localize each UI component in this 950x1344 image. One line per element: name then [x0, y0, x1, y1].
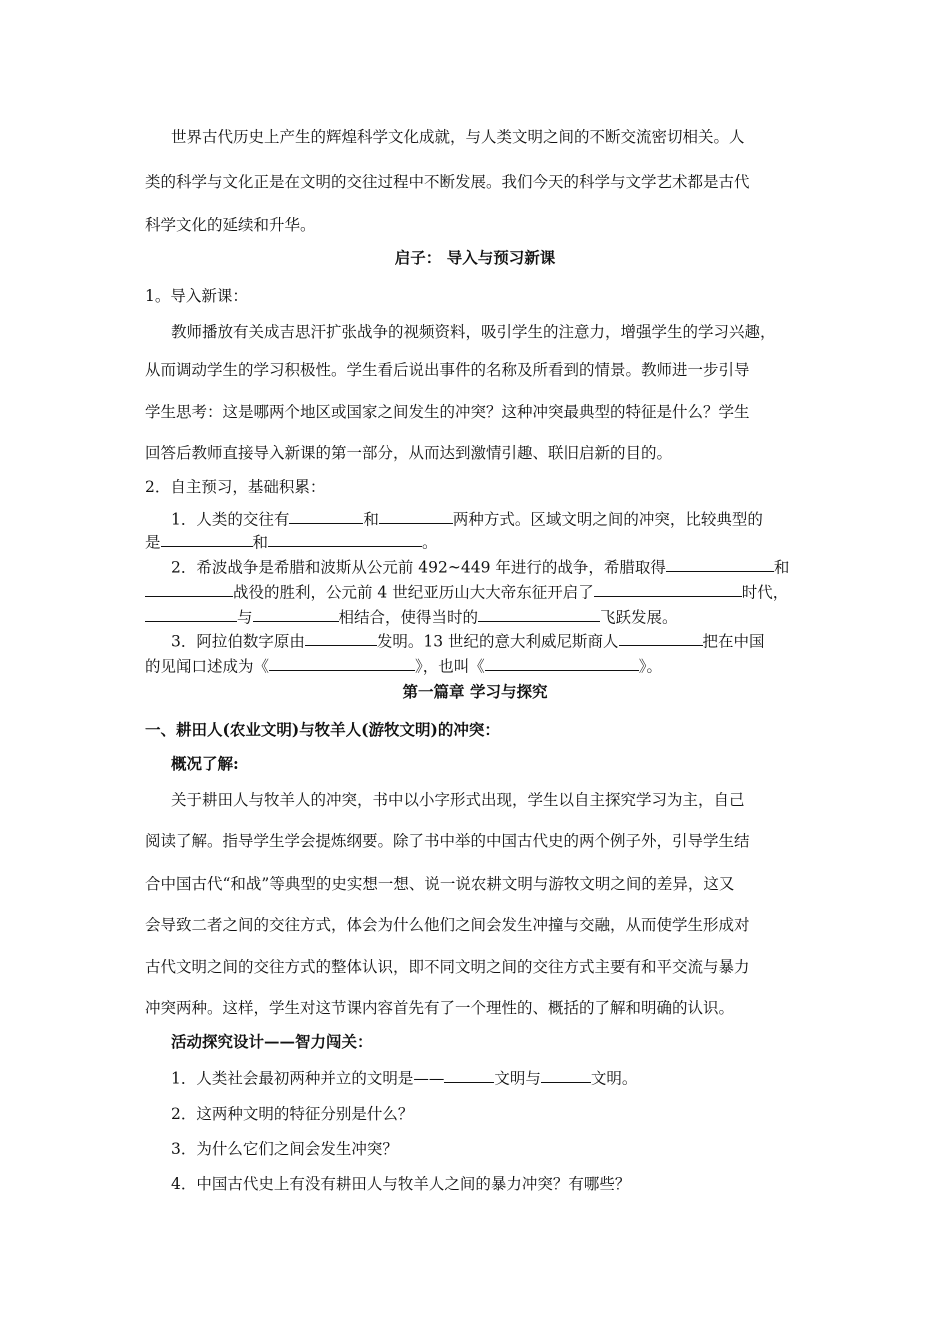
yuxi-q1-text-a: 1．人类的交往有: [171, 510, 290, 529]
section-title-qizi: 启子： 导入与预习新课: [394, 248, 556, 267]
blank[interactable]: [444, 1066, 494, 1083]
daoru-line-2: 从而调动学生的学习积极性。学生看后说出事件的名称及所看到的情景。教师进一步引导: [145, 361, 750, 379]
yuxi-q2-line-2: [145, 580, 788, 602]
yuxi-q2-text-g: 飞跃发展。: [600, 608, 678, 627]
blank[interactable]: [269, 654, 415, 671]
activity-q1-text-a: 1．人类社会最初两种并立的文明是——: [171, 1069, 445, 1088]
activity-q4: 4．中国古代史上有没有耕田人与牧羊人之间的暴力冲突？有哪些？: [171, 1175, 631, 1193]
activity-q1: [171, 1066, 637, 1088]
blank[interactable]: [541, 1066, 591, 1083]
yuxi-q2-line-1: [171, 555, 789, 577]
blank[interactable]: [268, 530, 422, 547]
overview-line-3: 合中国古代“和战”等典型的史实想一想、说一说农耕文明与游牧文明之间的差异，这又: [145, 875, 735, 893]
blank[interactable]: [145, 605, 237, 622]
activity-q1-text-b: 文明与: [494, 1069, 541, 1088]
part1-heading: 一、耕田人(农业文明)与牧羊人(游牧文明)的冲突：: [145, 720, 500, 739]
yuxi-q3-line-1: [171, 629, 765, 651]
chapter-title: 第一篇章 学习与探究: [402, 682, 548, 701]
yuxi-q1-line-1: [171, 507, 763, 529]
blank[interactable]: [619, 629, 703, 646]
blank[interactable]: [305, 629, 377, 646]
yuxi-label: 2．自主预习，基础积累：: [145, 478, 326, 496]
blank[interactable]: [289, 507, 363, 524]
yuxi-q1-line-2: [145, 530, 438, 552]
yuxi-q2-text-b: 和: [773, 558, 790, 577]
overview-label: 概况了解:: [171, 754, 239, 773]
daoru-line-1: 教师播放有关成吉思汗扩张战争的视频资料，吸引学生的注意力，增强学生的学习兴趣，: [171, 323, 776, 341]
yuxi-q2-line-3: [145, 605, 678, 627]
yuxi-q3-text-b: 发明。13 世纪的意大利威尼斯商人: [376, 632, 619, 651]
intro-line-1: 世界古代历史上产生的辉煌科学文化成就，与人类文明之间的不断交流密切相关。人: [171, 128, 745, 146]
yuxi-q2-text-f: 相结合，使得当时的: [338, 608, 479, 627]
daoru-label: 1。导入新课：: [145, 287, 248, 305]
activity-label: 活动探究设计——智力闯关：: [171, 1032, 373, 1051]
yuxi-q3-text-d: 的见闻口述成为《: [145, 657, 270, 676]
overview-line-4: 会导致二者之间的交往方式，体会为什么他们之间会发生冲撞与交融，从而使学生形成对: [145, 916, 750, 934]
blank[interactable]: [478, 605, 600, 622]
daoru-line-3: 学生思考：这是哪两个地区或国家之间发生的冲突？这种冲突最典型的特征是什么？学生: [145, 403, 750, 421]
overview-line-5: 古代文明之间的交往方式的整体认识，即不同文明之间的交往方式主要有和平交流与暴力: [145, 958, 750, 976]
yuxi-q3-text-f: 》。: [638, 657, 663, 676]
blank[interactable]: [594, 580, 742, 597]
yuxi-q3-text-e: 》，也叫《: [415, 657, 485, 676]
yuxi-q1-text-b: 和: [363, 510, 379, 529]
yuxi-q1-text-c: 两种方式。区域文明之间的冲突，比较典型的: [452, 510, 763, 529]
activity-q2: 2．这两种文明的特征分别是什么？: [171, 1105, 414, 1123]
yuxi-q2-text-e: 与: [237, 608, 253, 627]
yuxi-q2-text-a: 2．希波战争是希腊和波斯从公元前 492~449 年进行的战争，希腊取得: [171, 558, 666, 577]
activity-q1-text-c: 文明。: [590, 1069, 638, 1088]
activity-q3: 3．为什么它们之间会发生冲突？: [171, 1140, 398, 1158]
blank[interactable]: [145, 580, 233, 597]
yuxi-q3-text-c: 把在中国: [702, 632, 765, 651]
yuxi-q1-text-d: 是: [145, 533, 161, 552]
blank[interactable]: [161, 530, 253, 547]
overview-line-1: 关于耕田人与牧羊人的冲突，书中以小字形式出现，学生以自主探究学习为主，自己: [171, 791, 745, 809]
blank[interactable]: [485, 654, 639, 671]
overview-line-2: 阅读了解。指导学生学会提炼纲要。除了书中举的中国古代史的两个例子外，引导学生结: [145, 832, 750, 850]
yuxi-q1-text-e: 和: [252, 533, 269, 552]
yuxi-q3-text-a: 3．阿拉伯数字原由: [171, 632, 305, 651]
blank[interactable]: [253, 605, 339, 622]
intro-line-2: 类的科学与文化正是在文明的交往过程中不断发展。我们今天的科学与文学艺术都是古代: [145, 173, 750, 191]
yuxi-q2-text-d: 时代，: [741, 583, 789, 602]
yuxi-q1-text-f: 。: [422, 533, 438, 552]
blank[interactable]: [379, 507, 453, 524]
daoru-line-4: 回答后教师直接导入新课的第一部分，从而达到激情引趣、联旧启新的目的。: [145, 444, 673, 462]
yuxi-q3-line-2: [145, 654, 662, 676]
blank[interactable]: [666, 555, 774, 572]
overview-line-6: 冲突两种。这样，学生对这节课内容首先有了一个理性的、概括的了解和明确的认识。: [145, 999, 735, 1017]
intro-line-3: 科学文化的延续和升华。: [145, 216, 316, 234]
yuxi-q2-text-c: 战役的胜利，公元前 4 世纪亚历山大大帝东征开启了: [233, 583, 594, 602]
